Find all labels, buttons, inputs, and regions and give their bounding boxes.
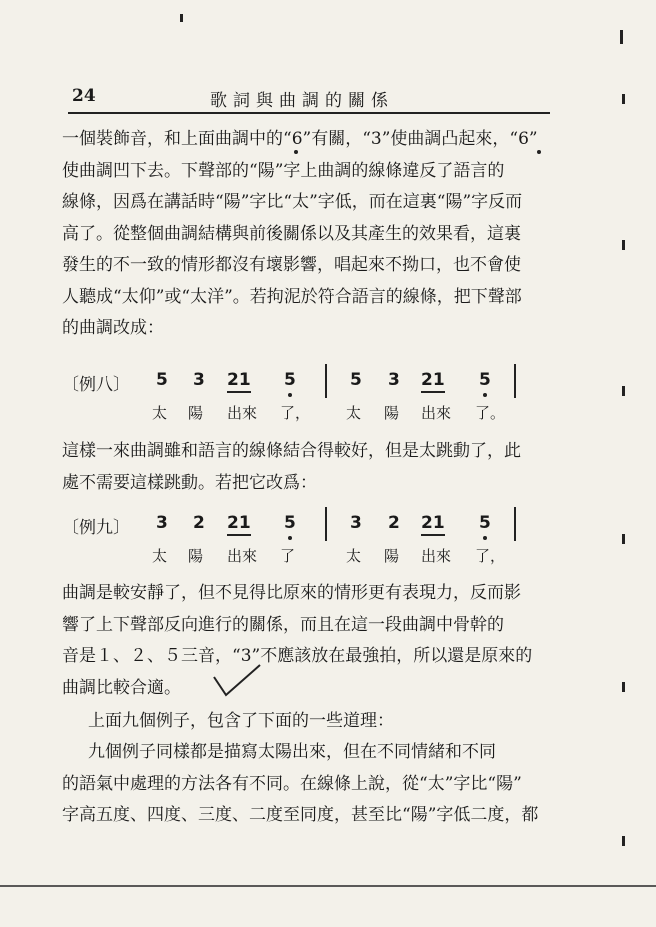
lyric: 出來 [227,547,258,565]
text-line: 人聽成“太仰”或“太洋”。若拘泥於符合語言的線條，把下聲部 [62,286,522,307]
bar-line [325,364,327,398]
scan-mark [622,240,625,250]
text-line: 使曲調凹下去。下聲部的“陽”字上曲調的線條違反了語言的 [62,160,505,181]
lyric: 了， [475,547,506,565]
note: 3 [193,370,205,390]
note: 3 [156,513,168,533]
note: 2 [388,513,400,533]
bar-line [514,364,516,398]
lyric: 了， [280,404,311,422]
note-group: 21 [227,513,251,536]
octave-dot [537,150,541,154]
lyric: 了 [280,547,296,565]
scan-mark [622,534,625,544]
note: 5 [284,513,296,533]
text-line: 這樣一來曲調雖和語言的線條結合得較好，但是太跳動了，此 [62,441,521,461]
note: 3 [388,370,400,390]
scan-mark [622,94,625,104]
octave-dot [294,150,298,154]
text-line: 曲調是較安靜了，但不見得比原來的情形更有表現力，反而影 [62,583,521,603]
paragraph-2 [62,436,552,499]
note: 5 [284,370,296,390]
text-line: 上面九個例子，包含了下面的一些道理： [88,711,394,731]
lyric: 出來 [421,547,452,565]
example-label: 〔例九〕 [62,518,130,538]
lyric: 太 [152,547,168,565]
text-line: 響了上下聲部反向進行的關係，而且在這一段曲調中骨幹的 [62,614,504,635]
scan-mark [622,836,625,846]
note-group: 21 [421,513,445,536]
text-line: 處不需要這樣跳動。若把它改爲： [62,472,317,493]
scan-mark [180,14,183,22]
lyric: 陽 [384,547,400,565]
page-header [72,86,548,110]
note: 3 [350,513,362,533]
bar-line [514,507,516,541]
lyric: 了。 [475,404,506,422]
lyric: 太 [346,547,362,565]
text-line: 曲調比較合適。 [62,677,181,698]
lyric: 陽 [188,404,204,422]
lyric: 太 [152,404,168,422]
note: 5 [479,370,491,390]
note: 5 [350,370,362,390]
note: 2 [193,513,205,533]
lyric: 陽 [188,547,204,565]
music-example-9 [62,513,542,573]
example-label: 〔例八〕 [62,375,130,395]
lyric: 出來 [421,404,452,422]
octave-dot [288,536,292,540]
note: 5 [156,370,168,390]
text-line: 的曲調改成： [62,318,164,338]
text-line: 字高五度、四度、三度、二度至同度，甚至比“陽”字低二度，都 [62,805,539,825]
note-group: 21 [227,370,251,393]
lyric: 陽 [384,404,400,422]
checkmark-icon [212,663,262,699]
lyric: 出來 [227,404,258,422]
running-title: 歌詞與曲調的關係 [210,91,394,111]
octave-dot [483,393,487,397]
text-line: 的語氣中處理的方法各有不同。在線條上說，從“太”字比“陽” [62,773,522,794]
paragraph-4 [88,706,578,738]
octave-dot [288,393,292,397]
scan-mark [620,30,623,44]
text-line: 高了。從整個曲調結構與前後關係以及其產生的效果看，這裏 [62,223,521,244]
lyric: 太 [346,404,362,422]
text-line: 一個裝飾音，和上面曲調中的“6”有關，“3”使曲調凸起來，“6” [62,129,538,149]
scan-mark [622,386,625,396]
note: 5 [479,513,491,533]
bar-line [325,507,327,541]
text-line: 九個例子同樣都是描寫太陽出來，但在不同情緒和不同 [88,742,496,762]
scan-mark [622,682,625,692]
page-bottom-edge [0,885,656,887]
text-line: 發生的不一致的情形都沒有壞影響，唱起來不拗口，也不會使 [62,255,521,275]
page-number: 24 [72,86,96,106]
paragraph-1 [62,124,552,345]
header-rule [68,112,550,114]
text-line: 音是１、２、５三音，“3”不應該放在最強拍，所以還是原來的 [62,646,533,666]
music-example-8 [62,370,542,430]
paragraph-3 [62,578,552,704]
octave-dot [483,536,487,540]
note-group: 21 [421,370,445,393]
paragraph-5 [62,737,552,832]
text-line: 線條，因爲在講話時“陽”字比“太”字低，而在這裏“陽”字反而 [62,192,523,212]
